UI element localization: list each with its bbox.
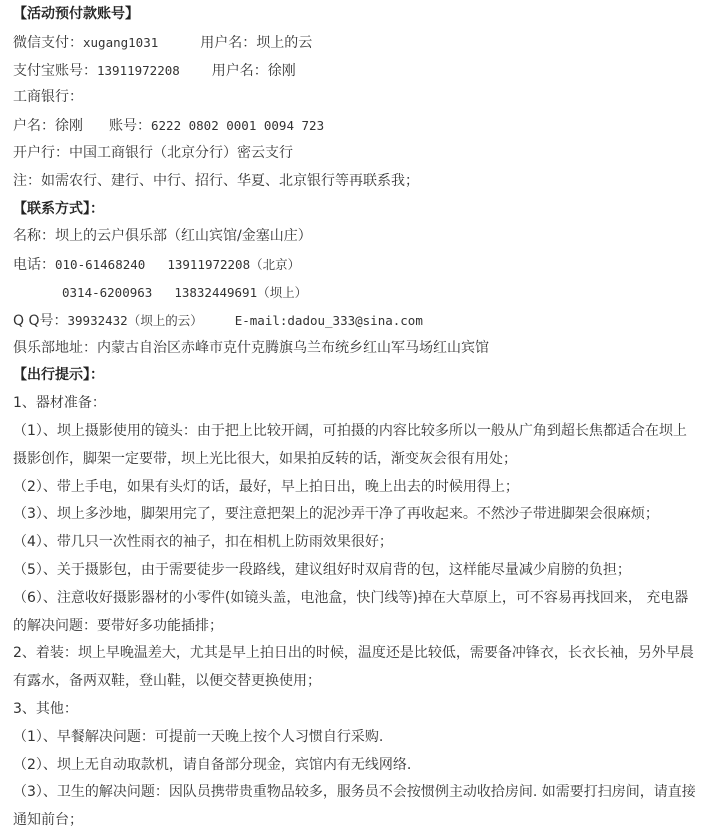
payment-heading: 【活动预付款账号】 xyxy=(13,6,139,22)
icbc-account-row xyxy=(13,112,699,140)
icbc-label: 工商银行： xyxy=(13,89,83,106)
email: E-mail:dadou_333@sina.com xyxy=(234,312,423,328)
contact-heading: 【联系方式】： xyxy=(13,200,104,217)
qq-row xyxy=(13,307,699,335)
phone-label: 电话： xyxy=(13,257,55,274)
equipment-item-3: （3）、坝上多沙地，脚架用完了，要注意把架上的泥沙弄干净了再收起来。不然沙子带进脚架会很麻烦； xyxy=(13,506,659,523)
alipay-account: 13911972208 xyxy=(97,62,180,78)
tips-heading: 【出行提示】： xyxy=(13,367,104,384)
equipment-item-6: （6）、注意收好摄影器材的小零件(如镜头盖，电池盒，快门线等)掉在大草原上，可不容易再找回来， 充电器的解决问题：要带好多功能插排； xyxy=(13,589,689,634)
alipay-row xyxy=(13,57,699,85)
other-item-1: （1）、早餐解决问题：可提前一天晚上按个人习惯自行采购. xyxy=(13,728,384,745)
qq-label: Q Q号： xyxy=(13,312,68,329)
icbc-account: 6222 0802 0001 0094 723 xyxy=(151,118,325,134)
phone-1-mobile: 13911972208（北京） xyxy=(167,257,301,273)
payment-note: 注：如需农行、建行、中行、招行、华夏、北京银行等再联系我； xyxy=(13,172,419,189)
alipay-user: 用户名：徐刚 xyxy=(211,62,296,79)
qq-value: 39932432（坝上的云） xyxy=(67,312,203,328)
phone-row-2 xyxy=(13,279,699,307)
wechat-row xyxy=(13,29,699,57)
clothing-tip: 2、着装：坝上早晚温差大，尤其是早上拍日出的时候，温度还是比较低，需要备冲锋衣，长衣长袖，另外早晨有露水，备两双鞋，登山鞋，以便交替更换使用； xyxy=(13,645,694,690)
wechat-label: 微信支付： xyxy=(13,34,83,51)
icbc-holder: 户名：徐刚 xyxy=(13,118,83,135)
club-address: 俱乐部地址：内蒙古自治区赤峰市克什克腾旗乌兰布统乡红山军马场红山宾馆 xyxy=(13,339,489,356)
phone-2: 0314-6200963 xyxy=(62,284,153,300)
equipment-item-1: （1）、坝上摄影使用的镜头：由于把上比较开阔，可拍摄的内容比较多所以一般从广角到超长焦都适合在坝上摄影创作，脚架一定要带，坝上光比很大，如果拍反转的话，渐变灰会很有用处； xyxy=(13,422,687,467)
other-title: 3、其他： xyxy=(13,700,78,717)
contact-name: 名称：坝上的云户俱乐部（红山宾馆/金塞山庄） xyxy=(13,228,312,245)
equipment-item-5: （5）、关于摄影包，由于需要徒步一段路线，建议组好时双肩背的包，这样能尽量减少肩膀的负担； xyxy=(13,561,631,578)
other-item-2: （2）、坝上无自动取款机，请自备部分现金，宾馆内有无线网络. xyxy=(13,756,412,773)
alipay-label: 支付宝账号： xyxy=(13,62,97,79)
icbc-account-label: 账号： xyxy=(109,118,151,135)
equipment-item-4: （4）、带几只一次性雨衣的袖子，扣在相机上防雨效果很好； xyxy=(13,534,393,551)
phone-2-mobile: 13832449691（坝上） xyxy=(174,284,308,300)
icbc-branch: 开户行：中国工商银行（北京分行）密云支行 xyxy=(13,144,293,161)
phone-row-1 xyxy=(13,251,699,279)
wechat-user: 用户名：坝上的云 xyxy=(200,34,313,51)
equipment-title: 1、器材准备： xyxy=(13,395,106,412)
wechat-account: xugang1031 xyxy=(83,34,159,50)
phone-1: 010-61468240 xyxy=(55,257,146,273)
other-item-3: （3）、卫生的解决问题：因队员携带贵重物品较多，服务员不会按惯例主动收拾房间. 如需要打扫房间，请直接通知前台； xyxy=(13,784,696,829)
equipment-item-2: （2）、带上手电，如果有头灯的话，最好，早上拍日出，晚上出去的时候用得上； xyxy=(13,478,519,495)
